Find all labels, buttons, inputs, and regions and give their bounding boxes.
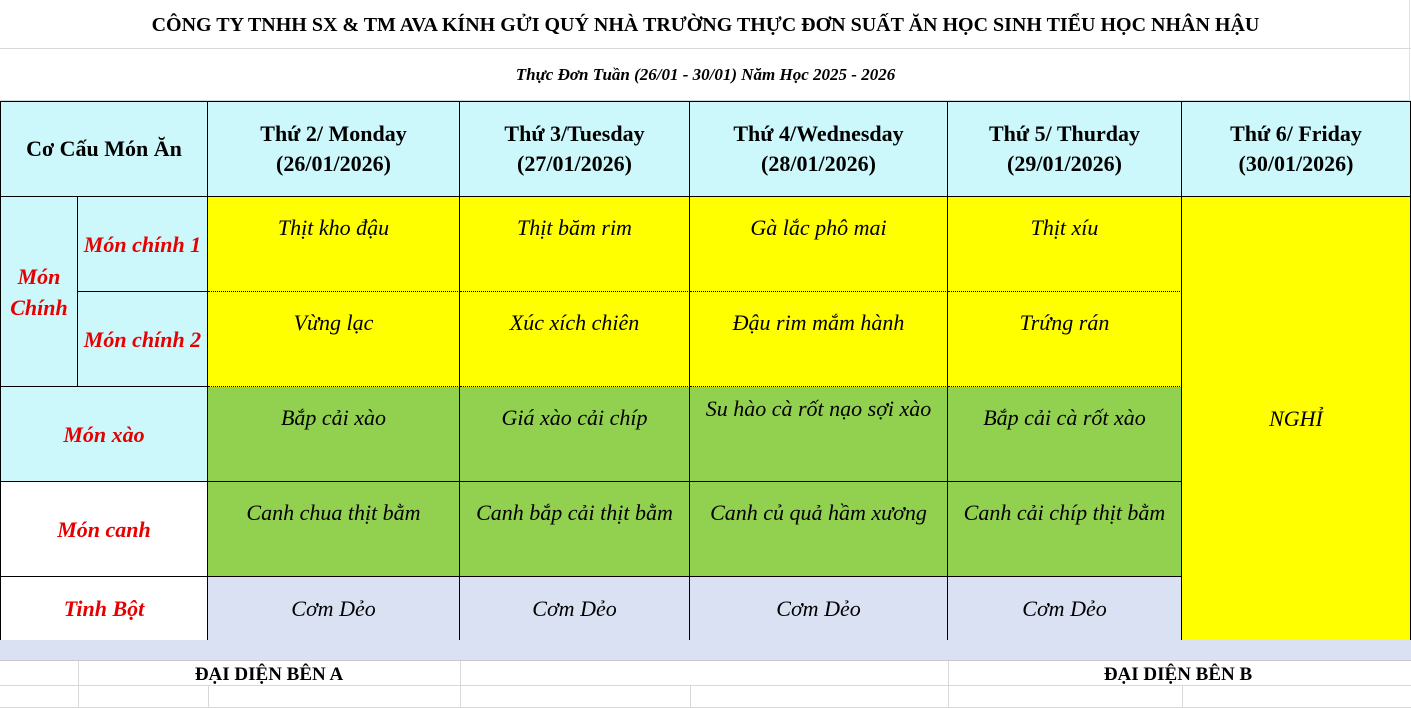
sheet-gridline bbox=[208, 686, 209, 708]
sheet-gridline bbox=[460, 661, 461, 708]
day-date: (30/01/2026) bbox=[1238, 151, 1354, 176]
dish-cell: Trứng rán bbox=[948, 292, 1182, 387]
day-date: (29/01/2026) bbox=[1007, 151, 1122, 176]
dish-cell: Vừng lạc bbox=[208, 292, 460, 387]
dish-cell: Gà lắc phô mai bbox=[690, 197, 948, 292]
day-date: (27/01/2026) bbox=[517, 151, 632, 176]
week-subtitle: Thực Đơn Tuần (26/01 - 30/01) Năm Học 2025 - 2026 bbox=[0, 49, 1411, 101]
dish-cell: Thịt kho đậu bbox=[208, 197, 460, 292]
dish-cell: Thịt xíu bbox=[948, 197, 1182, 292]
dish-cell: Giá xào cải chíp bbox=[460, 387, 690, 482]
day-name: Thứ 4/Wednesday bbox=[733, 121, 904, 146]
day-name: Thứ 3/Tuesday bbox=[504, 121, 645, 146]
dish-cell: Cơm Dẻo bbox=[690, 577, 948, 641]
row-label-starch: Tinh Bột bbox=[0, 577, 208, 641]
category-header: Cơ Cấu Món Ăn bbox=[0, 101, 208, 197]
sheet-gridline bbox=[690, 686, 691, 708]
dish-cell: Canh chua thịt bằm bbox=[208, 482, 460, 577]
dish-cell: Thịt băm rim bbox=[460, 197, 690, 292]
signature-party-b: ĐẠI DIỆN BÊN B bbox=[1103, 664, 1253, 685]
dish-cell: Cơm Dẻo bbox=[208, 577, 460, 641]
sheet-gridline bbox=[1409, 0, 1410, 101]
dish-cell: Bắp cải cà rốt xào bbox=[948, 387, 1182, 482]
dish-cell: Bắp cải xào bbox=[208, 387, 460, 482]
dish-cell: Canh cải chíp thịt bằm bbox=[948, 482, 1182, 577]
dish-cell: Cơm Dẻo bbox=[460, 577, 690, 641]
row-label-main-2: Món chính 2 bbox=[78, 292, 208, 387]
dish-cell: Đậu rim mắm hành bbox=[690, 292, 948, 387]
day-header-monday bbox=[208, 101, 460, 197]
group-label-main-dishes: Món Chính bbox=[0, 197, 78, 387]
dish-cell: Su hào cà rốt nạo sợi xào bbox=[690, 387, 948, 482]
document-title: CÔNG TY TNHH SX & TM AVA KÍNH GỬI QUÝ NHÀ TRƯỜNG THỰC ĐƠN SUẤT ĂN HỌC SINH TIỂU HỌC NHÂN HẬU bbox=[0, 0, 1411, 49]
row-label-main-1: Món chính 1 bbox=[78, 197, 208, 292]
dish-cell: Canh bắp cải thịt bằm bbox=[460, 482, 690, 577]
dish-cell: Xúc xích chiên bbox=[460, 292, 690, 387]
dish-cell: Cơm Dẻo bbox=[948, 577, 1182, 641]
day-header-wednesday bbox=[690, 101, 948, 197]
row-label-stir-fry: Món xào bbox=[0, 387, 208, 482]
day-header-tuesday bbox=[460, 101, 690, 197]
day-name: Thứ 5/ Thurday bbox=[989, 121, 1140, 146]
day-header-thursday bbox=[948, 101, 1182, 197]
footer-row bbox=[0, 686, 1411, 708]
day-header-friday bbox=[1182, 101, 1411, 197]
day-date: (26/01/2026) bbox=[276, 151, 391, 176]
day-date: (28/01/2026) bbox=[761, 151, 876, 176]
day-name: Thứ 2/ Monday bbox=[260, 121, 407, 146]
friday-holiday-cell: NGHỈ bbox=[1182, 197, 1411, 641]
signature-party-a: ĐẠI DIỆN BÊN A bbox=[194, 664, 344, 685]
sheet-gridline bbox=[1182, 686, 1183, 708]
row-label-soup: Món canh bbox=[0, 482, 208, 577]
day-name: Thứ 6/ Friday bbox=[1230, 121, 1362, 146]
dish-cell: Canh củ quả hầm xương bbox=[690, 482, 948, 577]
separator-band bbox=[0, 640, 1411, 661]
